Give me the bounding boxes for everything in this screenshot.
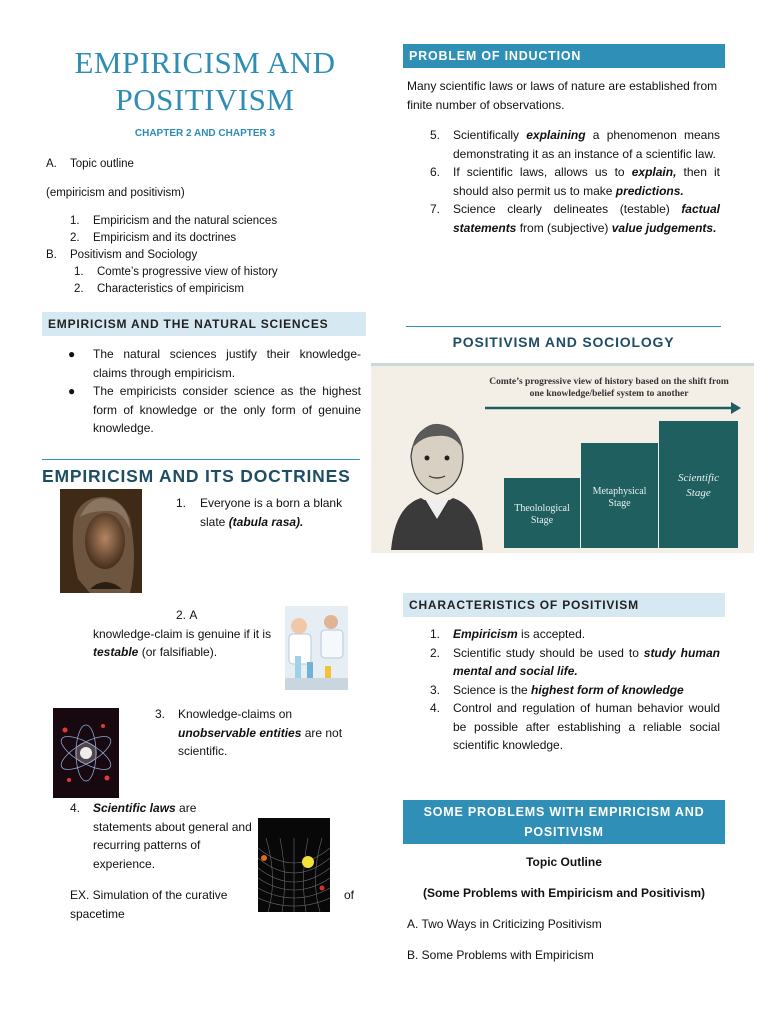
outline-b-label: Positivism and Sociology: [70, 249, 198, 261]
outline-a-label: Topic outline: [70, 158, 134, 170]
list-em: predictions.: [615, 183, 684, 198]
list-em: explain,: [631, 165, 677, 179]
outline-item: Comte’s progressive view of history: [97, 266, 278, 278]
list-num: 4.: [430, 701, 441, 715]
doctrine-2: [93, 606, 277, 662]
page-title: [40, 44, 370, 118]
list-text: then it should also permit us to make: [453, 165, 720, 198]
outline-item: Empiricism and the natural sciences: [93, 215, 278, 227]
list-text: is accepted.: [517, 627, 586, 641]
stage-metaphysical: [581, 443, 658, 548]
example-line: EX. Simulation of the curative: [70, 888, 228, 902]
bullet-icon: ●: [68, 347, 76, 361]
outline-item-num: 2.: [74, 283, 84, 295]
doctrine-4-num: 4.: [70, 801, 81, 815]
list-text: Control and regulation of human behavior would be possible after establishing a reliable social scientific knowledge.: [453, 701, 720, 752]
list-num: 3.: [430, 682, 441, 697]
characteristics-list: [430, 625, 720, 755]
outline-note: (empiricism and positivism): [46, 187, 185, 199]
list-em: factual statements: [453, 202, 720, 235]
topic-outline: [46, 156, 366, 298]
example-of: of: [343, 888, 354, 902]
list-num: 1.: [430, 627, 441, 641]
list-text: Science clearly delineates (testable): [453, 202, 682, 216]
natural-sciences-bullets: [68, 345, 361, 438]
comte-portrait-image: [381, 416, 491, 550]
outline-item-num: 2.: [70, 232, 80, 244]
doctrine-2-em: testable: [93, 645, 139, 659]
comte-figure: [371, 363, 754, 553]
bullet-text: The empiricists consider science as the highest form of knowledge or the only form of genuine knowledge.: [93, 384, 361, 435]
induction-list: [430, 126, 720, 237]
list-text: Science is the: [453, 682, 532, 697]
outline-b-marker: B.: [46, 249, 57, 261]
doctrine-3-tail: are not scientific.: [178, 725, 343, 758]
list-em: highest form of knowledge: [531, 682, 684, 697]
list-num: 5.: [430, 128, 441, 142]
doctrine-3-num: 3.: [155, 707, 166, 721]
stage-scientific: [659, 421, 738, 548]
problems-item-b: B. Some Problems with Empiricism: [407, 948, 594, 962]
doctrine-1-text: Everyone is a born a blank slate: [200, 496, 343, 529]
atom-image: [53, 708, 119, 798]
bullet-icon: ●: [68, 384, 76, 398]
problems-outline-sub: (Some Problems with Empiricism and Positivism): [422, 886, 706, 900]
list-text: If scientific laws, allows us to: [453, 165, 632, 179]
stage-scientific-label: Scientific Stage: [678, 472, 719, 499]
induction-intro: Many scientific laws or laws of nature are established from finite number of observations.: [407, 79, 718, 112]
doctrine-4-text: are statements about general and recurring patterns of experience.: [93, 801, 252, 871]
section-header-doctrines: EMPIRICISM AND ITS DOCTRINES: [42, 459, 360, 488]
outline-item-num: 1.: [74, 266, 84, 278]
outline-a-marker: A.: [46, 158, 57, 170]
section-header-sociology: POSITIVISM AND SOCIOLOGY: [406, 326, 721, 352]
list-em: Empiricism: [453, 627, 518, 641]
section-header-natural-sciences: EMPIRICISM AND THE NATURAL SCIENCES: [42, 312, 366, 336]
list-text: Scientific study should be used to: [453, 645, 644, 660]
doctrine-2-text: knowledge-claim is genuine if it is: [93, 626, 272, 641]
outline-item: Empiricism and its doctrines: [93, 232, 237, 244]
doctrine-2-num: 2.: [176, 608, 187, 622]
doctrine-1: [176, 494, 361, 531]
problems-item-a: A. Two Ways in Criticizing Positivism: [407, 917, 602, 931]
stage-theological-label: Theolological Stage: [514, 503, 570, 526]
list-text: from (subjective): [516, 220, 612, 235]
stage-metaphysical-label: Metaphysical Stage: [592, 486, 647, 509]
progress-arrow-icon: [485, 402, 741, 414]
doctrine-4-em: Scientific laws: [93, 801, 176, 815]
title-line-1: EMPIRICISM AND: [74, 45, 336, 80]
subtitle: CHAPTER 2 AND CHAPTER 3: [134, 128, 276, 139]
title-line-2: POSITIVISM: [115, 82, 295, 117]
doctrine-1-em: (tabula rasa).: [228, 514, 304, 529]
laboratory-image: [285, 606, 348, 690]
doctrine-1-num: 1.: [176, 496, 187, 510]
doctrine-3-em: unobservable entities: [178, 725, 302, 740]
list-num: 7.: [430, 202, 441, 216]
outline-item: Characteristics of empiricism: [97, 283, 244, 295]
section-header-characteristics: CHARACTERISTICS OF POSITIVISM: [403, 593, 725, 617]
doctrine-2-tail: (or falsifiable).: [138, 645, 218, 659]
example-text: [70, 886, 358, 924]
list-num: 6.: [430, 165, 441, 179]
bullet-text: The natural sciences justify their knowledge-claims through empiricism.: [93, 347, 361, 380]
list-text: a phenomenon means demonstrating it as an instance of a scientific law.: [453, 128, 720, 161]
figure-caption: Comte’s progressive view of history based on the shift from one knowledge/belief system to another: [489, 377, 729, 399]
doctrine-2-a: A: [189, 608, 198, 622]
list-num: 2.: [430, 645, 441, 660]
list-em: value judgements.: [611, 220, 717, 235]
example-tail: spacetime: [70, 907, 125, 921]
doctrine-3: [155, 705, 355, 761]
list-text: Scientifically: [453, 128, 527, 142]
stage-theological: [504, 478, 580, 548]
doctrine-3-text: Knowledge-claims on: [178, 707, 293, 721]
outline-item-num: 1.: [70, 215, 80, 227]
section-header-induction: PROBLEM OF INDUCTION: [403, 44, 725, 68]
section-header-problems: SOME PROBLEMS WITH EMPIRICISM AND POSITIVISM: [403, 800, 725, 844]
locke-portrait-image: [60, 489, 142, 593]
problems-outline-title: Topic Outline: [526, 855, 602, 869]
list-em: explaining: [526, 128, 586, 142]
list-em: study human mental and social life.: [453, 645, 720, 678]
